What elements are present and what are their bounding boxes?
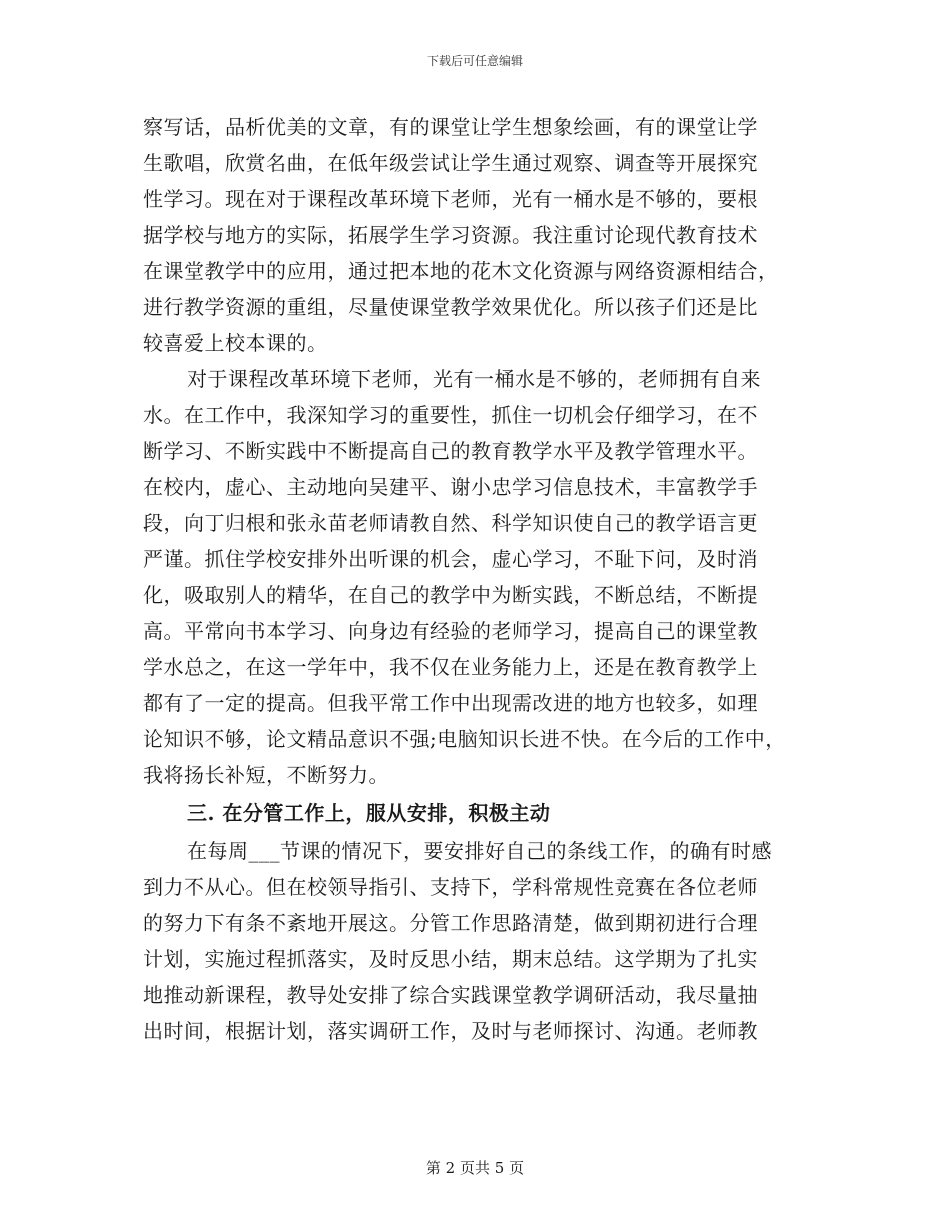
body-line: 断学习、不断实践中不断提高自己的教育教学水平及教学管理水平。	[143, 439, 758, 463]
page-number: 第 2 页共 5 页	[425, 1159, 525, 1177]
body-line: 到力不从心。但在校领导指引、支持下，学科常规性竞赛在各位老师	[143, 875, 758, 899]
body-line: 论知识不够，论文精品意识不强;电脑知识长进不快。在今后的工作中，	[143, 727, 786, 751]
body-line: 较喜爱上校本课的。	[143, 331, 328, 355]
body-line: 严谨。抓住学校安排外出听课的机会，虚心学习，不耻下问，及时消	[143, 547, 758, 571]
body-line: 都有了一定的提高。但我平常工作中出现需改进的地方也较多，如理	[143, 691, 758, 715]
body-line: 水。在工作中，我深知学习的重要性，抓住一切机会仔细学习，在不	[143, 403, 758, 427]
body-line: 察写话，品析优美的文章，有的课堂让学生想象绘画，有的课堂让学	[143, 115, 758, 139]
body-line: 进行教学资源的重组，尽量使课堂教学效果优化。所以孩子们还是比	[143, 295, 758, 319]
body-line: 学水总之，在这一学年中，我不仅在业务能力上，还是在教育教学上	[143, 655, 758, 679]
body-line: 在校内，虚心、主动地向吴建平、谢小忠学习信息技术，丰富教学手	[143, 475, 758, 499]
body-line: 我将扬长补短，不断努力。	[143, 763, 389, 787]
body-line: 生歌唱，欣赏名曲，在低年级尝试让学生通过观察、调查等开展探究	[143, 151, 758, 175]
body-line: 的努力下有条不紊地开展这。分管工作思路清楚，做到期初进行合理	[143, 911, 758, 935]
body-line: 化，吸取别人的精华，在自己的教学中为断实践，不断总结，不断提	[143, 583, 758, 607]
body-line: 计划，实施过程抓落实，及时反思小结，期末总结。这学期为了扎实	[143, 947, 758, 971]
body-line: 段，向丁归根和张永苗老师请教自然、科学知识使自己的教学语言更	[143, 511, 758, 535]
body-line: 据学校与地方的实际，拓展学生学习资源。我注重讨论现代教育技术	[143, 223, 758, 247]
section-heading: 三. 在分管工作上，服从安排，积极主动	[187, 801, 551, 825]
page-header: 下载后可任意编辑	[426, 54, 523, 68]
body-line: 性学习。现在对于课程改革环境下老师，光有一桶水是不够的，要根	[143, 187, 758, 211]
body-line: 高。平常向书本学习、向身边有经验的老师学习，提高自己的课堂教	[143, 619, 758, 643]
body-line: 出时间，根据计划，落实调研工作，及时与老师探讨、沟通。老师教	[143, 1019, 758, 1043]
paragraph-first-line: 对于课程改革环境下老师，光有一桶水是不够的，老师拥有自来	[187, 367, 761, 391]
body-line: 地推动新课程，教导处安排了综合实践课堂教学调研活动，我尽量抽	[143, 983, 758, 1007]
paragraph-first-line: 在每周___节课的情况下，要安排好自己的条线工作，的确有时感	[187, 839, 772, 863]
body-line: 在课堂教学中的应用，通过把本地的花木文化资源与网络资源相结合，	[143, 259, 779, 283]
